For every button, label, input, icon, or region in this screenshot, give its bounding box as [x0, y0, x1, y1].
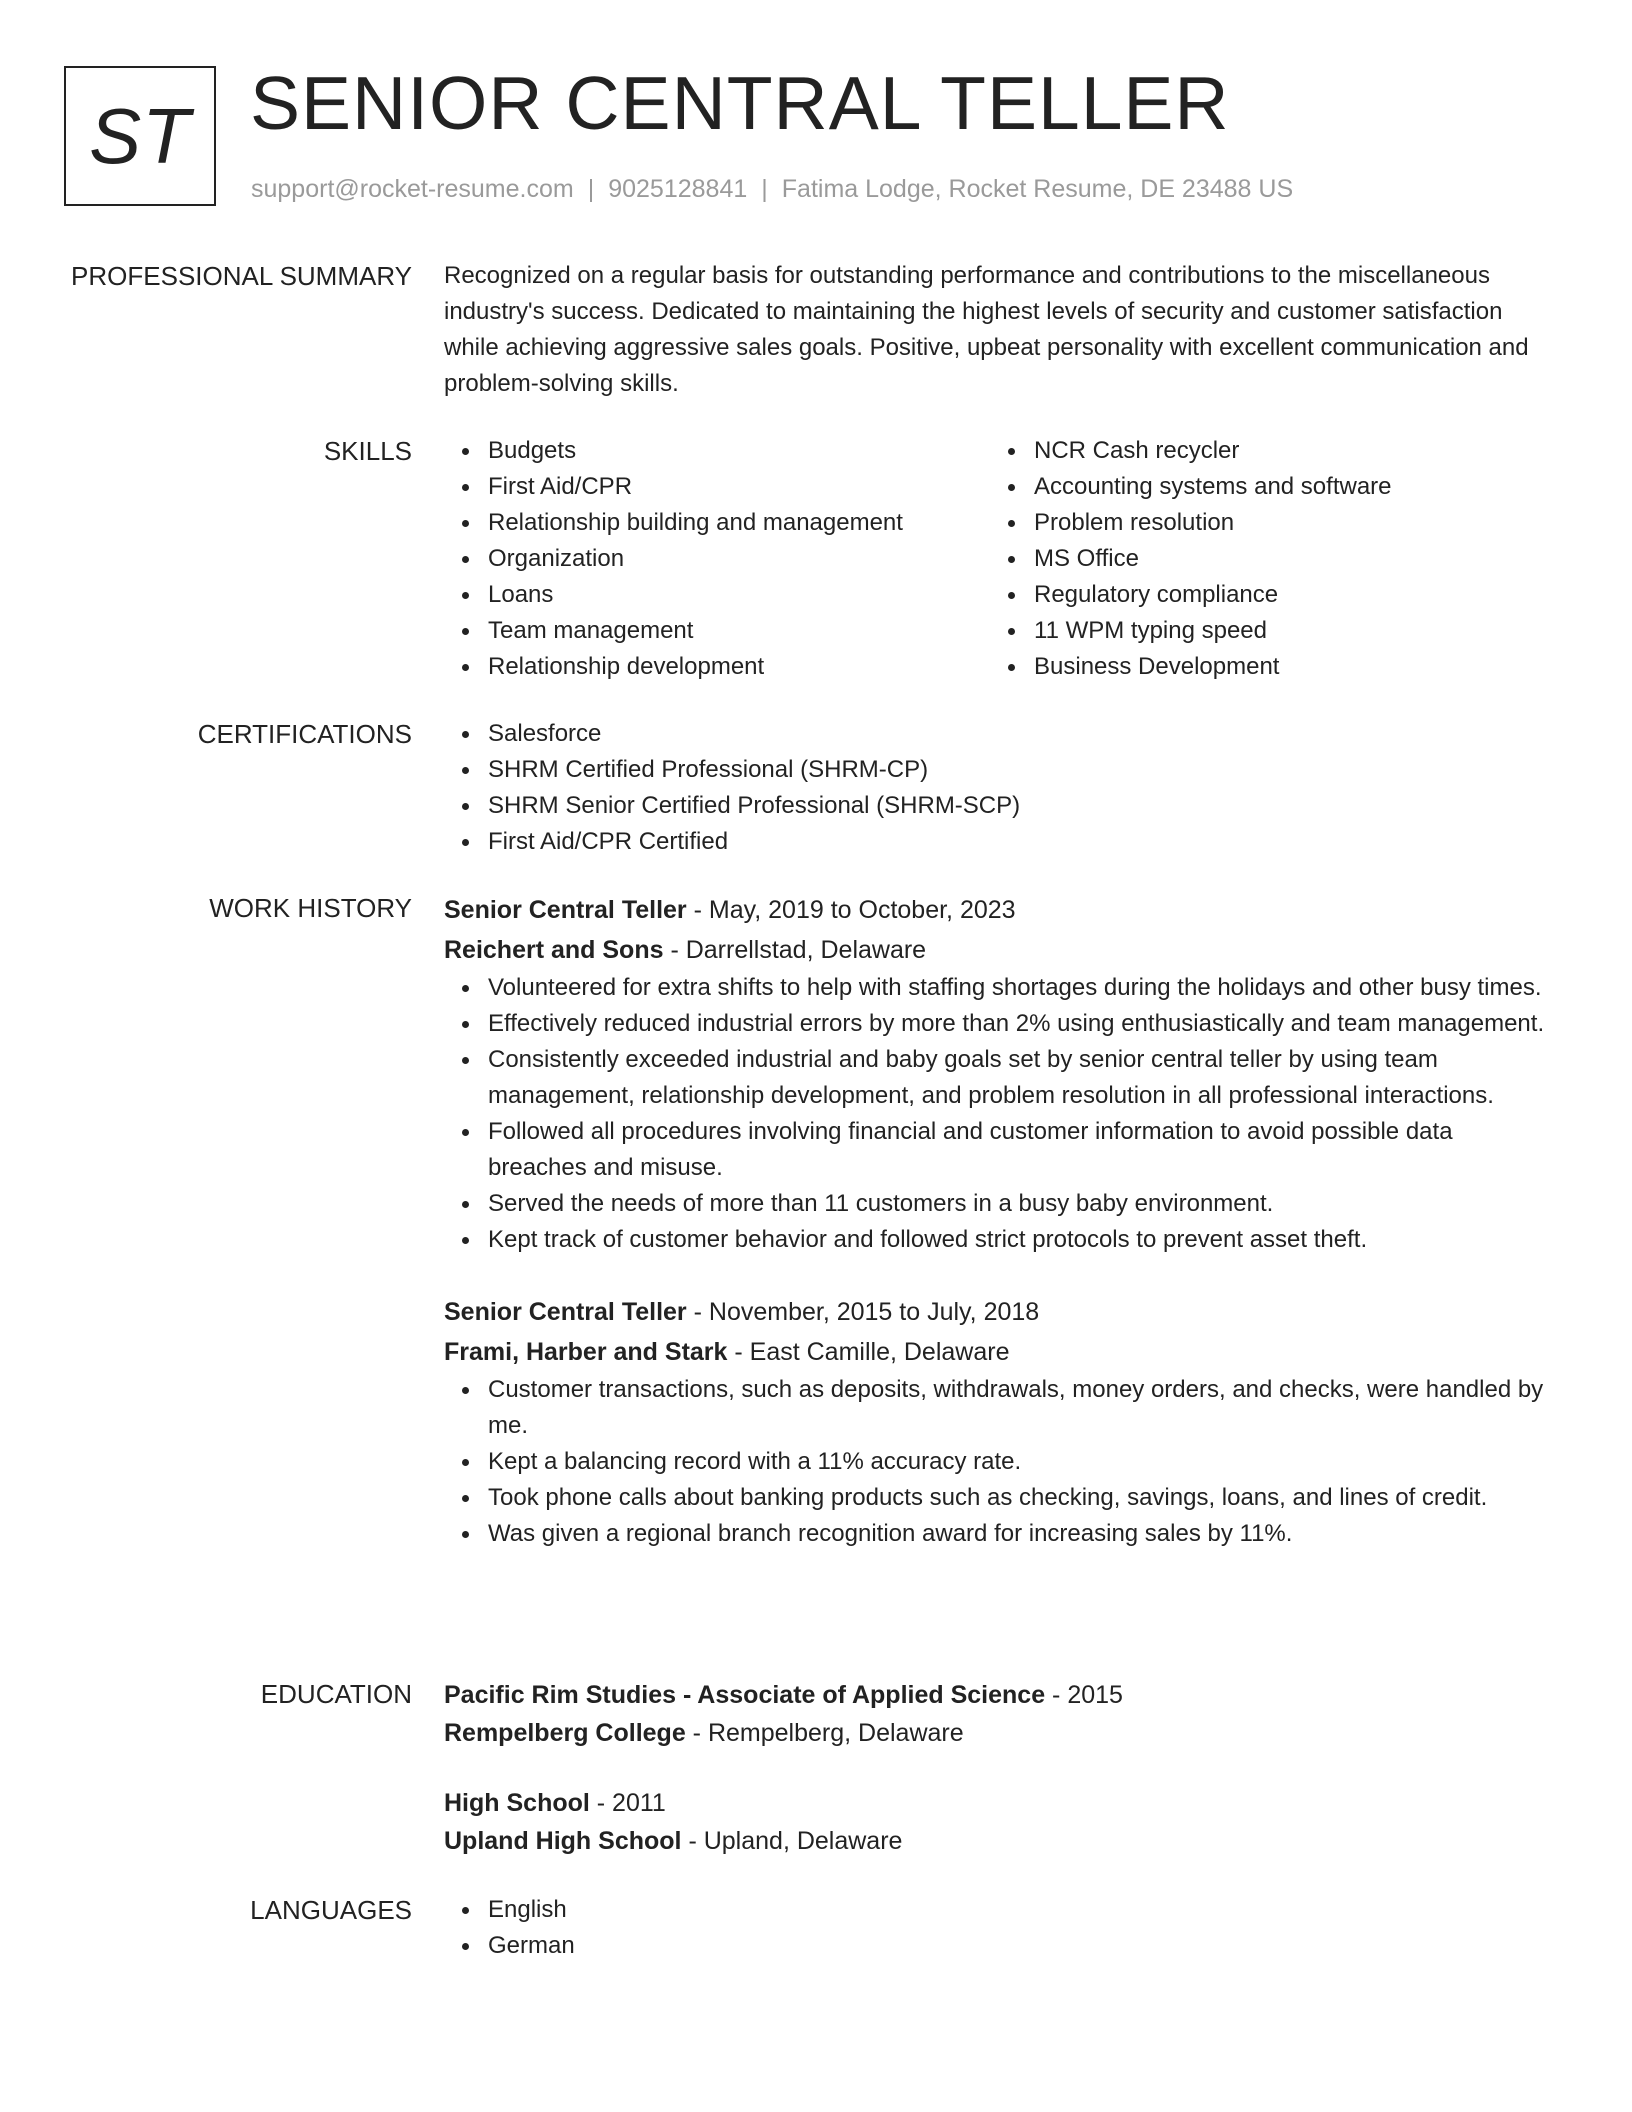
skill-item: Loans [444, 577, 990, 613]
job-company: Reichert and Sons [444, 936, 664, 964]
job-bullet-list [444, 970, 1554, 1258]
job-bullet: Effectively reduced industrial errors by more than 2% using enthusiastically and team management. [444, 1006, 1554, 1042]
contact-phone[interactable]: 9025128841 [608, 175, 748, 203]
skill-item: Accounting systems and software [990, 469, 1536, 505]
job-company-line [444, 1332, 1554, 1372]
education-degree: High School [444, 1789, 590, 1817]
education-school: Rempelberg College [444, 1719, 686, 1747]
languages-list [444, 1892, 1554, 1964]
section-heading-summary: PROFESSIONAL SUMMARY [71, 261, 412, 291]
education-degree-line [444, 1784, 1554, 1822]
job-bullet: Kept track of customer behavior and followed strict protocols to prevent asset theft. [444, 1222, 1554, 1258]
job-title-line [444, 1292, 1554, 1332]
contact-separator: | [587, 175, 595, 203]
language-item: English [444, 1892, 1554, 1928]
education-entry [444, 1784, 1554, 1860]
job-title: Senior Central Teller [444, 1298, 687, 1326]
language-item: German [444, 1928, 1554, 1964]
work-history-body [444, 890, 1554, 1552]
contact-address: Fatima Lodge, Rocket Resume, DE 23488 US [781, 175, 1294, 203]
job-title: Senior Central Teller [444, 896, 687, 924]
section-heading-certifications: CERTIFICATIONS [197, 719, 412, 749]
education-degree-line [444, 1676, 1554, 1714]
contact-line [251, 175, 1293, 204]
certification-item: SHRM Senior Certified Professional (SHRM-SCP) [444, 788, 1554, 824]
education-location: - Upland, Delaware [681, 1827, 903, 1855]
skill-item: Team management [444, 613, 990, 649]
job-company: Frami, Harber and Stark [444, 1338, 728, 1366]
section-heading-education: EDUCATION [260, 1679, 412, 1709]
certifications-list [444, 716, 1554, 860]
skill-item: Problem resolution [990, 505, 1536, 541]
job-entry [444, 1292, 1554, 1552]
skill-item: NCR Cash recycler [990, 433, 1536, 469]
monogram-box [64, 66, 216, 206]
job-title-line [444, 890, 1554, 930]
education-body [444, 1676, 1554, 1860]
certifications-body [444, 716, 1554, 860]
job-bullet: Customer transactions, such as deposits, withdrawals, money orders, and checks, were handled by me. [444, 1372, 1554, 1444]
job-bullet: Was given a regional branch recognition award for increasing sales by 11%. [444, 1516, 1554, 1552]
job-bullet: Kept a balancing record with a 11% accuracy rate. [444, 1444, 1554, 1480]
skills-list-right [990, 433, 1536, 685]
skill-item: Regulatory compliance [990, 577, 1536, 613]
skills-grid [444, 433, 1554, 685]
education-school-line [444, 1714, 1554, 1752]
skill-item: First Aid/CPR [444, 469, 990, 505]
job-bullet: Consistently exceeded industrial and baby goals set by senior central teller by using team management, relationship development, and problem resolution in all professional interactions. [444, 1042, 1554, 1114]
job-bullet: Took phone calls about banking products such as checking, savings, loans, and lines of credit. [444, 1480, 1554, 1516]
certification-item: First Aid/CPR Certified [444, 824, 1554, 860]
certification-item: Salesforce [444, 716, 1554, 752]
contact-email[interactable]: support@rocket-resume.com [251, 175, 574, 203]
job-company-line [444, 930, 1554, 970]
skills-body [444, 433, 1554, 685]
section-heading-work-history: WORK HISTORY [209, 893, 412, 923]
education-year: - 2015 [1045, 1681, 1123, 1709]
languages-body [444, 1892, 1554, 1964]
certification-item: SHRM Certified Professional (SHRM-CP) [444, 752, 1554, 788]
skill-item: 11 WPM typing speed [990, 613, 1536, 649]
section-heading-languages: LANGUAGES [250, 1895, 412, 1925]
job-bullet: Followed all procedures involving financial and customer information to avoid possible data breaches and misuse. [444, 1114, 1554, 1186]
job-bullet: Served the needs of more than 11 customers in a busy baby environment. [444, 1186, 1554, 1222]
monogram-initials: ST [89, 91, 191, 180]
job-bullet: Volunteered for extra shifts to help with staffing shortages during the holidays and other busy times. [444, 970, 1554, 1006]
education-location: - Rempelberg, Delaware [685, 1719, 964, 1747]
education-entry [444, 1676, 1554, 1752]
skill-item: Budgets [444, 433, 990, 469]
job-bullet-list [444, 1372, 1554, 1552]
education-year: - 2011 [589, 1789, 666, 1817]
job-location: - Darrellstad, Delaware [663, 936, 927, 964]
education-degree: Pacific Rim Studies - Associate of Applied Science [444, 1681, 1046, 1709]
summary-text: Recognized on a regular basis for outstanding performance and contributions to the miscellaneous industry's success. Dedicated to maintaining the highest levels of security and customer satisfaction while achieving aggressive sales goals. Positive, upbeat personality with excellent communication and problem-solving skills. [444, 262, 1529, 397]
job-dates: - November, 2015 to July, 2018 [686, 1298, 1040, 1326]
section-heading-skills: SKILLS [323, 436, 412, 466]
page-title: SENIOR CENTRAL TELLER [250, 61, 1230, 145]
skill-item: Organization [444, 541, 990, 577]
skill-item: Business Development [990, 649, 1536, 685]
job-entry [444, 890, 1554, 1258]
summary-body [444, 258, 1554, 402]
job-dates: - May, 2019 to October, 2023 [686, 896, 1016, 924]
skills-list-left [444, 433, 990, 685]
contact-separator: | [761, 175, 768, 203]
skill-item: Relationship building and management [444, 505, 990, 541]
education-school-line [444, 1822, 1554, 1860]
education-school: Upland High School [444, 1827, 682, 1855]
skill-item: Relationship development [444, 649, 990, 685]
skill-item: MS Office [990, 541, 1536, 577]
job-location: - East Camille, Delaware [727, 1338, 1010, 1366]
